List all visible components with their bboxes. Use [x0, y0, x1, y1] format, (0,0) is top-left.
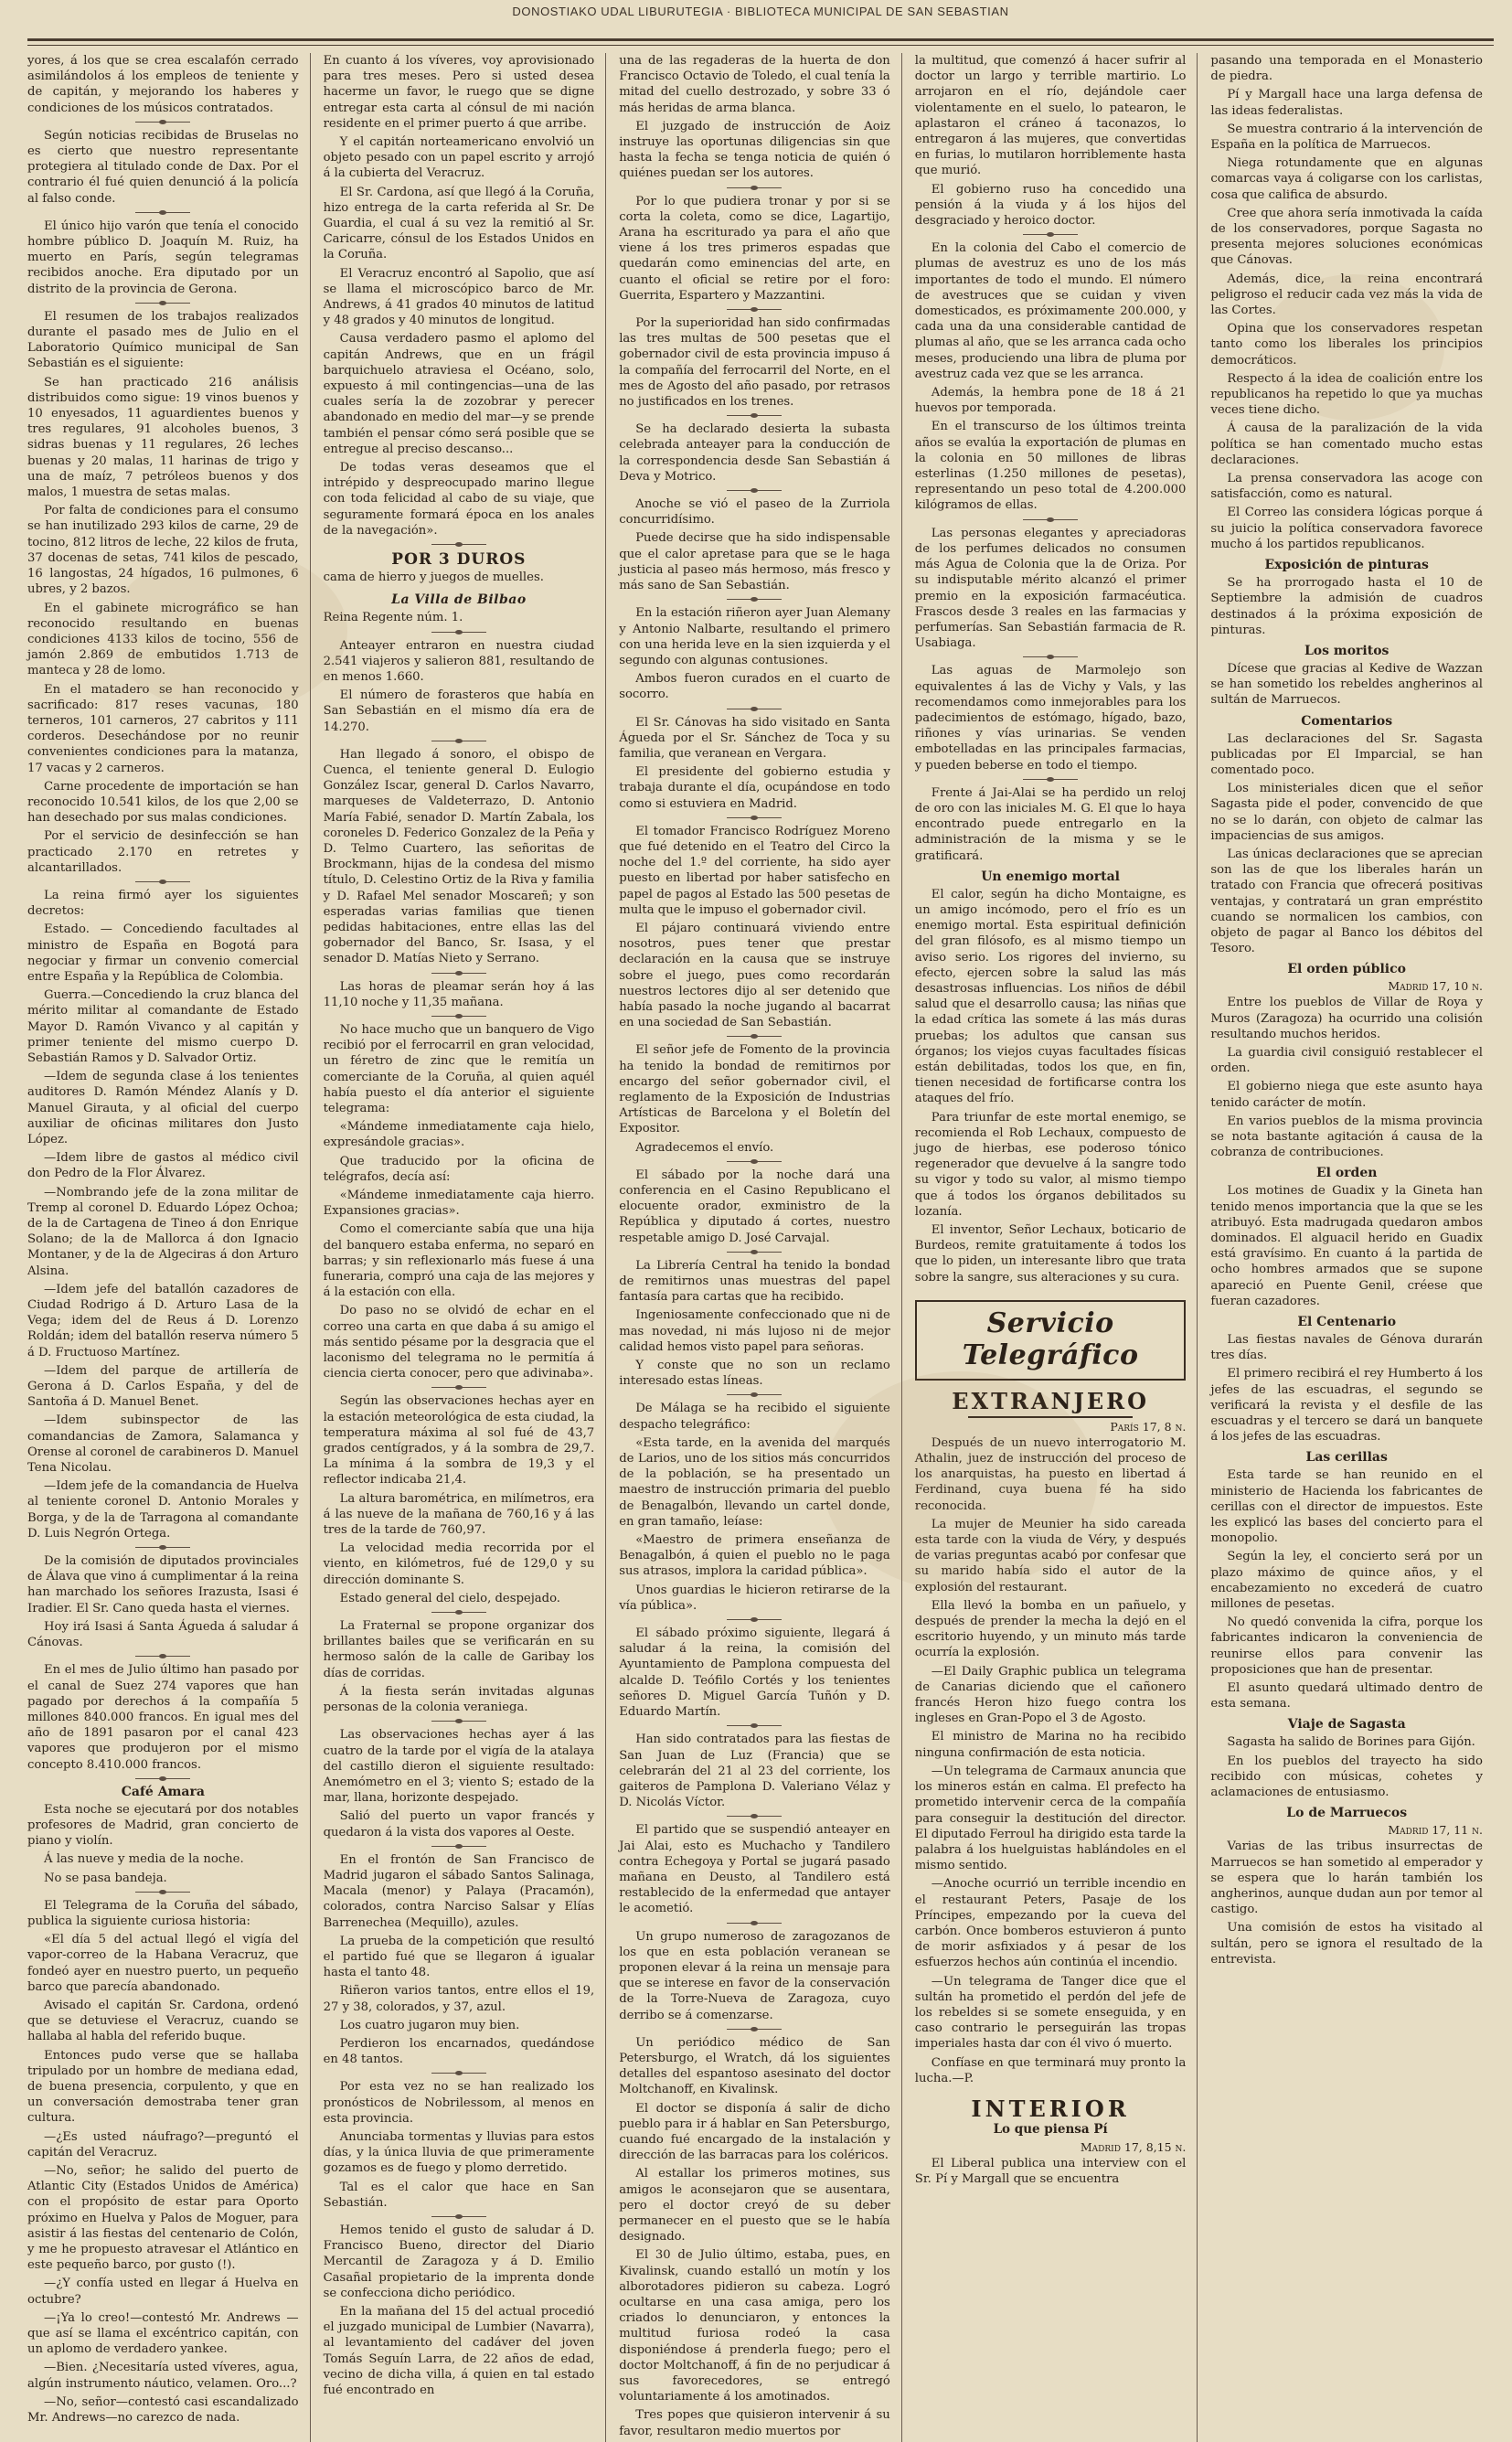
section-separator [727, 490, 782, 491]
paragraph: El partido que se suspendió anteayer en Jai Alai, esto es Muchacho y Tandilero contra Echegoya y Portal se jugará pasado mañana en Deusto, al Tandilero está restablecido de la enfermedad que antayer le acometió. [619, 1823, 890, 1916]
paragraph: Perdieron los encarnados, quedándose en 48 tantos. [323, 2036, 595, 2067]
paragraph: El sábado por la noche dará una conferencia en el Casino Republicano el elocuente orador, exministro de la República y diputado á cortes, nuestro respetable amigo D. José Carvajal. [619, 1168, 890, 1245]
paragraph: La mujer de Meunier ha sido careada esta tarde con la viuda de Véry, y después de varias preguntas acabó por confesar que su marido había sido el autor de la explosión del restaurant. [914, 1517, 1187, 1594]
paragraph: Pí y Margall hace una larga defensa de las ideas federalistas. [1210, 88, 1483, 118]
paragraph: —Un telegrama de Tanger dice que el sultán ha prometido el perdón del jefe de los rebeldes si se somete enseguida, y en caso contrario le perseguirán las tropas imperiales hasta dar con él vivo ó muerto. [914, 1974, 1187, 2052]
section-separator [727, 817, 782, 818]
paragraph: —¿Y confía usted en llegar á Huelva en octubre? [27, 2277, 299, 2307]
section-heading: Lo de Marruecos [1286, 1806, 1408, 1821]
paragraph: La Librería Central ha tenido la bondad de remitirnos unas muestras del papel fantasía para cartas que ha recibido. [619, 1258, 890, 1305]
paragraph: Confíase en que terminará muy pronto la lucha.—P. [914, 2055, 1187, 2085]
paragraph: Dícese que gracias al Kedive de Wazzan se han sometido los rebeldes angherinos al sultán de Marruecos. [1210, 661, 1483, 708]
paragraph: En el gabinete micrográfico se han reconocido resultando en buenas condiciones 4133 kilos de tocino, 556 de jamón 2.869 de embutidos 1.713 de manteca y 28 de lomo. [27, 601, 299, 678]
paragraph: Se muestra contrario á la intervención de España en la política de Marruecos. [1210, 122, 1483, 153]
paragraph: Según la ley, el concierto será por un plazo máximo de quince años, y el encabezamiento no excederá de cuatro millones de pesetas. [1210, 1550, 1483, 1612]
paragraph: «Mándeme inmediatamente caja hierro. Expansiones gracias». [323, 1189, 595, 1219]
paragraph: Por esta vez no se han realizado los pronósticos de Nobrilessom, al menos en esta provincia. [323, 2080, 595, 2126]
section-separator [431, 1846, 486, 1847]
paragraph: El ministro de Marina no ha recibido ninguna confirmación de esta noticia. [914, 1730, 1187, 1760]
paragraph: Los cuatro jugaron muy bien. [339, 2018, 520, 2032]
paragraph: —Idem jefe del batallón cazadores de Ciudad Rodrigo á D. Arturo Lasa de la Vega; idem del de Reus á D. Lorenzo Roldán; idem del batallón reserva número 5 á D. Fructuoso Martínez. [27, 1282, 299, 1360]
paragraph: Según las observaciones hechas ayer en la estación meteorológica de esta ciudad, la temperatura máxima al sol fué de 43,7 grados centígrados, y á la sombra de 29,7. La mínima á la sombra de 19,3 y el reflector indicaba 21,4. [323, 1394, 595, 1488]
section-heading: Café Amara [121, 1784, 205, 1799]
paragraph: Y el capitán norteamericano envolvió un objeto pesado con un papel escrito y arrojó á la cubierta del Veracruz. [323, 135, 595, 181]
paragraph: El gobierno niega que este asunto haya tenido carácter de motín. [1210, 1080, 1483, 1110]
section-separator [431, 632, 486, 633]
paragraph: Anoche se vió el paseo de la Zurriola concurridísimo. [619, 497, 890, 528]
paragraph: El gobierno ruso ha concedido una pensión á la viuda y á los hijos del desgraciado y heroico doctor. [914, 182, 1187, 229]
paragraph: Los motines de Guadix y la Gineta han tenido menos importancia que la que se les atribuyó. Esta madrugada quedaron ambos dominados. El alguacil herido en Guadix está gravísimo. En cuanto á la partida de ocho hombres armados que se supone apareció en Puente Genil, créese que fueran cazadores. [1210, 1184, 1483, 1308]
section-heading: Exposición de pinturas [1264, 558, 1429, 573]
section-separator [727, 1725, 782, 1726]
paragraph: Se ha declarado desierta la subasta celebrada anteayer para la conducción de la correspondencia desde San Sebastián á Deva y Motrico. [619, 422, 890, 484]
ad-headline: POR 3 DUROS [391, 550, 527, 570]
library-watermark: DONOSTIAKO UDAL LIBURUTEGIA · BIBLIOTECA MUNICIPAL DE SAN SEBASTIAN [512, 5, 1009, 18]
paragraph: —No, señor—contestó casi escandalizado Mr. Andrews—no carezco de nada. [27, 2394, 299, 2426]
paragraph: En el matadero se han reconocido y sacrificado: 817 reses vacunas, 180 terneros, 101 carneros, 27 cabritos y 111 corderos. Desechándose por no reunir convenientes condiciones para la matanza, 17 vacas y 2 carneros. [27, 682, 299, 775]
paragraph: Por falta de condiciones para el consumo se han inutilizado 293 kilos de carne, 29 de tocino, 812 litros de leche, 22 kilos de fruta, 37 docenas de setas, 741 kilos de pescado, 16 langostas, 24 hígados, 16 pulmones, 6 ubres, y 2 bazos. [27, 504, 299, 597]
paragraph: —Nombrando jefe de la zona militar de Tremp al coronel D. Eduardo López Ochoa; de la de Cartagena de Tineo á don Enrique Solano; de la de Mallorca á don Ignacio Montaner, y de la de Algeciras á don Arturo Alsina. [27, 1185, 299, 1278]
paragraph: Tres popes que quisieron intervenir á su favor, resultaron medio muertos por [619, 2408, 890, 2438]
paragraph: La reina firmó ayer los siguientes decretos: [27, 888, 299, 919]
paragraph: Después de un nuevo interrogatorio M. Athalin, juez de instrucción del proceso de los anarquistas, ha puesto en libertad á Ferdinand, cuya buena fé ha sido reconocida. [914, 1435, 1187, 1513]
paragraph: Las observaciones hechas ayer á las cuatro de la tarde por el vigía de la atalaya del castillo dieron el siguiente resultado: Anemómetro en el 3; viento S; estado de la mar, llana, horizonte despejado. [323, 1728, 595, 1806]
paragraph: En el frontón de San Francisco de Madrid jugaron el sábado Santos Salinaga, Macala (menor) y Palaya (Pracamón), colorados, contra Narciso Salsar y Elías Barrenechea (Mequillo), azules. [323, 1852, 595, 1930]
paragraph: La prueba de la competición que resultó el partido fué que se llegaron á igualar hasta el tanto 48. [323, 1934, 595, 1980]
paragraph: Al estallar los primeros motines, sus amigos le aconsejaron que se ausentara, pero el doctor creyó de su deber permanecer en el puesto que se le había designado. [619, 2167, 890, 2245]
section-separator [727, 309, 782, 310]
paragraph: El número de forasteros que había en San Sebastián en el mismo día era de 14.270. [323, 688, 595, 734]
paragraph: Y conste que no son un reclamo interesado estas líneas. [619, 1359, 890, 1389]
paragraph: —Anoche ocurrió un terrible incendio en el restaurant Peters, Pasaje de los Príncipes, empezando por la cueva del carbón. Once bomberos estuvieron á punto de morir asfixiados y á pesar de los esfuerzos hechos aún continúa el incendio. [914, 1877, 1187, 1970]
section-separator [431, 1612, 486, 1613]
section-separator [431, 1016, 486, 1017]
column-1 [27, 53, 311, 2442]
paragraph: Avisado el capitán Sr. Cardona, ordenó que se detuviese el Veracruz, cuando se hallaba al habla del referido buque. [27, 1998, 299, 2044]
paragraph: El Veracruz encontró al Sapolio, que así se llama el microscópico barco de Mr. Andrews, á 41 grados 40 minutos de latitud y 48 grados y 40 minutos de longitud. [323, 266, 595, 328]
section-separator [135, 1547, 190, 1548]
paragraph: Para triunfar de este mortal enemigo, se recomienda el Rob Lechaux, compuesto de jugo de hierbas, ese poderoso tónico regenerador que devuelve á la sangre todo su vigor y todo su valor, al mismo tiempo que á todos los órganos debilitados su lozanía. [914, 1110, 1187, 1219]
paragraph: —No, señor; he salido del puerto de Atlantic City (Estados Unidos de América) con el propósito de estar para Oporto próximo en Huelva y Palos de Moguer, para asistir á las fiestas del centenario de Colón, y me he propuesto atravesar el Atlántico en este pequeño barco, por gusto (!). [27, 2163, 299, 2273]
paragraph: Estado general del cielo, despejado. [339, 1591, 560, 1605]
paragraph: —Idem del parque de artillería de Gerona á D. Carlos España, y del de Santoña á D. Manuel Benet. [27, 1363, 299, 1410]
paragraph: pasando una temporada en el Monasterio de piedra. [1210, 54, 1483, 84]
paragraph: Anteayer entraron en nuestra ciudad 2.541 viajeros y salieron 881, resultando de en menos 1.660. [323, 638, 595, 684]
section-separator [727, 1252, 782, 1253]
paragraph: Las únicas declaraciones que se aprecian son las de que los liberales harán un tratado con Francia que ofrecerá positivas ventajas, y contratará un gran empréstito cuando se normalicen los cambios, con objeto de pagar al Banco los débitos del Tesoro. [1210, 847, 1483, 956]
paragraph: Que traducido por la oficina de telégrafos, decía así: [323, 1154, 595, 1184]
paragraph: De Málaga se ha recibido el siguiente despacho telegráfico: [619, 1402, 890, 1432]
section-separator [135, 1778, 190, 1779]
section-separator [1023, 656, 1078, 657]
paragraph: —Idem libre de gastos al médico civil don Pedro de la Flor Álvarez. [27, 1151, 299, 1181]
paragraph: Las aguas de Marmolejo son equivalentes á las de Vichy y Vals, y las recomendamos como inmejorables para los padecimientos de estómago, hígado, bazo, riñones y vías urinarias. Se venden embotelladas en las principales farmacias, y pueden beberse en todo el tiempo. [914, 664, 1187, 773]
section-separator [135, 303, 190, 304]
paragraph: La altura barométrica, en milímetros, era á las nueve de la mañana de 760,16 y á las tres de la tarde de 760,97. [323, 1491, 595, 1538]
section-separator [431, 544, 486, 545]
section-heading: El orden público [1287, 962, 1406, 977]
paragraph: El primero recibirá el rey Humberto á los jefes de las escuadras, el segundo se verificará la revista y el desfile de las escuadras y el tercero se dará un banquete á los jefes de las escuadras. [1210, 1367, 1483, 1445]
paragraph: Las fiestas navales de Génova durarán tres días. [1210, 1333, 1483, 1363]
paragraph: El Telegrama de la Coruña del sábado, publica la siguiente curiosa historia: [27, 1898, 299, 1928]
paragraph: Han sido contratados para las fiestas de San Juan de Luz (Francia) que se celebrarán del 21 al 23 del corriente, los gaiteros de Pamplona D. Valeriano Vélaz y D. Nicolás Víctor. [619, 1733, 890, 1810]
paragraph: En la estación riñeron ayer Juan Alemany y Antonio Nalbarte, resultando el primero con una herida leve en la sien izquierda y el segundo con algunas contusiones. [619, 606, 890, 667]
paragraph: —¿Es usted náufrago?—preguntó el capitán del Veracruz. [27, 2129, 299, 2159]
foreign-news-header [915, 1388, 1187, 1418]
paragraph: En varios pueblos de la misma provincia se nota bastante agitación á causa de la cobranza de contribuciones. [1210, 1114, 1483, 1160]
paragraph: Entre los pueblos de Villar de Roya y Muros (Zaragoza) ha ocurrido una colisión resultando muchos heridos. [1210, 996, 1483, 1041]
paragraph: Los ministeriales dicen que el señor Sagasta pide el poder, convencido de que no se lo darán, con objeto de calmar las impaciencias de sus amigos. [1210, 782, 1483, 843]
paragraph: El Correo las considera lógicas porque á su juicio la política conservadora favorece mucho á los partidos republicanos. [1210, 506, 1483, 551]
paragraph: No quedó convenida la cifra, porque los fabricantes indicaron la conveniencia de reunirse ellos para convenir las proposiciones que han de presentar. [1210, 1616, 1483, 1677]
paragraph: —Idem subinspector de las comandancias de Zamora, Salamanca y Orense al coronel de carabineros D. Manuel Tena Nicolau. [27, 1413, 299, 1476]
section-heading: Comentarios [1301, 713, 1393, 729]
column-2 [324, 53, 607, 2442]
paragraph: Hoy irá Isasi á Santa Águeda á saludar á Cánovas. [27, 1619, 299, 1650]
paragraph: Hemos tenido el gusto de saludar á D. Francisco Bueno, director del Diario Mercantil de Zaragoza y á D. Emilio Casañal propietario de la imprenta donde se confecciona dicho periódico. [323, 2223, 595, 2300]
section-separator [727, 1923, 782, 1924]
section-separator [431, 973, 486, 974]
paragraph: El presidente del gobierno estudia y trabaja durante el día, ocupándose en todo como si estuviera en Madrid. [619, 765, 890, 811]
section-separator [727, 415, 782, 416]
paragraph: El calor, según ha dicho Montaigne, es un amigo incómodo, pero el frío es un enemigo mortal. Esta espiritual definición del gran filósofo, es al mismo tiempo un aviso serio. Los rigores del invierno, su efecto, ejercen sobre la salud las más desastrosas influencias. Los niños de débil salud que el desarrollo causa; las niñas que la edad crítica las somete á las más duras pruebas; los adultos que cansan sus órganos; los viejos cuyas facultades físicas están debilitadas, todos los que, en fin, tienen necesidad de fortificarse contra los ataques del frío. [914, 887, 1187, 1106]
paragraph: Causa verdadero pasmo el aplomo del capitán Andrews, que en un frágil barquichuelo atraviesa el Océano, solo, expuesto á mil contingencias—una de las cuales sería la de zozobrar y perecer abandonado en medio del mar—y se prende también el pensar cómo será posible que se entregue al preciso descanso... [323, 332, 595, 456]
top-rule [27, 38, 1494, 46]
paragraph: «Esta tarde, en la avenida del marqués de Larios, uno de los sitios más concurridos de la población, se ha presentado un maestro de instrucción primaria del pueblo de Benagalbón, llevando un cartel donde, en gran tamaño, leíase: [619, 1435, 890, 1529]
paragraph: Esta tarde se han reunido en el ministerio de Hacienda los fabricantes de cerillas con el director de impuestos. Este les explicó las bases del concierto para el monopolio. [1210, 1468, 1483, 1546]
paragraph: De la comisión de diputados provinciales de Álava que vino á cumplimentar á la reina han marchado los señores Irazusta, Isasi é Iradier. El Sr. Cano queda hasta el viernes. [27, 1554, 299, 1616]
column-4 [915, 53, 1198, 2442]
paragraph: Sagasta ha salido de Borines para Gijón. [1227, 1735, 1475, 1750]
paragraph: Anunciaba tormentas y lluvias para estos días, y la única lluvia de que primeramente gozamos es de fuego y plomo derretido. [323, 2129, 595, 2176]
paragraph: Reina Regente núm. 1. [323, 611, 463, 625]
paragraph: Por la superioridad han sido confirmadas las tres multas de 500 pesetas que el gobernador civil de esta provincia impuso á la compañía del ferrocarril del Norte, en el mes de Agosto del año pasado, por retrasos no justificados en los trenes. [619, 316, 890, 410]
paragraph: El resumen de los trabajos realizados durante el pasado mes de Julio en el Laboratorio Químico municipal de San Sebastián es el siguiente: [27, 309, 299, 371]
paragraph: En la mañana del 15 del actual procedió el juzgado municipal de Lumbier (Navarra), al levantamiento del cadáver del joven Tomás Seguín Larra, de 22 años de edad, vecino de dicha villa, á quien en tal estado fué encontrado en [323, 2305, 595, 2398]
section-separator [135, 212, 190, 213]
paragraph: Tal es el calor que hace en San Sebastián. [323, 2180, 595, 2210]
paragraph: El Sr. Cardona, así que llegó á la Coruña, hizo entrega de la carta referida al Sr. De Guardia, el cual á su vez la remitió al Sr. Caricarre, cónsul de los Estados Unidos en la Coruña. [323, 185, 595, 262]
paragraph: —¡Ya lo creo!—contestó Mr. Andrews —que así se llama el excéntrico capitán, con un aplomo de verdadero yankee. [27, 2310, 299, 2357]
paragraph: La prensa conservadora las acoge con satisfacción, como es natural. [1210, 472, 1483, 502]
paragraph: El único hijo varón que tenía el conocido hombre público D. Joaquín M. Ruiz, ha muerto en París, según telegramas recibidos anoche. Era diputado por un distrito de la provincia de Gerona. [27, 219, 299, 296]
section-separator [727, 2029, 782, 2030]
paragraph: Respecto á la idea de coalición entre los republicanos ha repetido lo que ya muchas veces tiene dicho. [1210, 371, 1483, 418]
paragraph: El señor jefe de Fomento de la provincia ha tenido la bondad de remitirnos por encargo del señor gobernador civil, el reglamento de la Exposición de Industrias Artísticas de Barcelona y el Boletín del Expositor. [619, 1043, 890, 1136]
paragraph: Las personas elegantes y apreciadoras de los perfumes delicados no consumen más Agua de Colonia que la de Oriza. Por su indisputable mérito alcanzó el primer premio en la exposición farmacéutica. Frascos desde 3 reales en las farmacias y perfumerías. San Sebastián farmacia de R. Usabiaga. [914, 526, 1187, 651]
section-separator [135, 122, 190, 123]
paragraph: Frente á Jai-Alai se ha perdido un reloj de oro con las iniciales M. G. El que lo haya encontrado puede entregarlo en la administración de la misma y se le gratificará. [914, 785, 1187, 863]
paragraph: Ella llevó la bomba en un pañuelo, y después de prender la mecha la dejó en el escritorio huyendo, y un minuto más tarde ocurría la explosión. [914, 1598, 1187, 1660]
section-separator [1023, 234, 1078, 235]
paragraph: —Bien. ¿Necesitaría usted víveres, agua, algún instrumento náutico, velamen. Oro...? [27, 2361, 299, 2391]
section-separator [1023, 519, 1078, 520]
paragraph: Además, dice, la reina encontrará peligroso el reducir cada vez más la vida de las Cortes. [1210, 272, 1483, 318]
section-separator [431, 1387, 486, 1388]
paragraph: —Un telegrama de Carmaux anuncia que los mineros están en calma. El prefecto ha prometido intervenir cerca de la compañía para conseguir la destitución del director. El diputado Ferroul ha dirigido esta tarde la palabra á los huelguistas hablándoles en el mismo sentido. [914, 1764, 1187, 1873]
paragraph: En el mes de Julio último han pasado por el canal de Suez 274 vapores que han pagado por derechos á la compañía 5 millones 840.000 francos. En igual mes del año de 1891 pasaron por el canal 423 vapores que produjeron por el mismo concepto 8.410.000 francos. [27, 1663, 299, 1772]
paragraph: —El Daily Graphic publica un telegrama de Canarias diciendo que el cañonero francés Heron hizo fuego contra los ingleses en Gran-Popo el 3 de Agosto. [914, 1664, 1187, 1726]
paragraph: Según noticias recibidas de Bruselas no es cierto que nuestro representante protegiera al titulado conde de Dax. Por el contrario él fué quien denunció á la policía al falso conde. [27, 128, 299, 206]
paragraph: Varias de las tribus insurrectas de Marruecos se han sometido al emperador y se espera que lo harán también los angherinos, aunque dudan aun por temor al castigo. [1210, 1839, 1483, 1917]
section-heading: El orden [1315, 1166, 1378, 1181]
paragraph: Esta noche se ejecutará por dos notables profesores de Madrid, gran concierto de piano y violín. [27, 1802, 299, 1849]
paragraph: Un periódico médico de San Petersburgo, el Wratch, dá los siguientes detalles del espantoso asesinato del doctor Moltchanoff, en Kivalinsk. [619, 2035, 890, 2097]
paragraph: La guardia civil consiguió restablecer el orden. [1210, 1045, 1483, 1076]
paragraph: No hace mucho que un banquero de Vigo recibió por el ferrocarril en gran velocidad, un féretro de zinc que le remitía un comerciante de la Coruña, al quien aquél había puesto el día anterior el siguiente telegrama: [323, 1022, 595, 1115]
dateline: París 17, 8 n. [1110, 1419, 1187, 1434]
paragraph: Como el comerciante sabía que una hija del banquero estaba enferma, no separó en barras; y sin reflexionarlo más fuese á una funeraria, compró una caja de las mejores y á la estación con ella. [323, 1222, 595, 1300]
paragraph: La velocidad media recorrida por el viento, en kilómetros, fué de 129,0 y su dirección dominante S. [323, 1541, 595, 1587]
paragraph: Ingeniosamente confeccionado que ni de mas novedad, ni más lujoso ni de mejor calidad hemos visto papel para señoras. [619, 1308, 890, 1354]
paragraph: Por el servicio de desinfección se han practicado 2.170 en retretes y alcantarillados. [27, 829, 299, 875]
section-separator [727, 187, 782, 188]
paragraph: Por lo que pudiera tronar y por si se corta la coleta, como se dice, Lagartijo, Arana ha escriturado ya para el año que viene á los tres primeros espadas que quedarán como eminencias del arte, en cuanto el oficial se retire por el foro: Guerrita, Espartero y Mazzantini. [619, 194, 890, 303]
paragraph: Las horas de pleamar serán hoy á las 11,10 noche y 11,35 mañana. [323, 979, 595, 1009]
paragraph: Además, la hembra pone de 18 á 21 huevos por temporada. [914, 386, 1187, 416]
subheading: Lo que piensa Pí [993, 2121, 1108, 2137]
paragraph: Guerra.—Concediendo la cruz blanca del mérito militar al comandante de Estado Mayor D. Ramón Vivanco y al capitán y primer teniente del mismo cuerpo D. Sebastián Ramos y D. Salvador Ortiz. [27, 988, 299, 1065]
columns [27, 53, 1494, 2438]
section-separator [727, 1161, 782, 1162]
paragraph: En los pueblos del trayecto ha sido recibido con músicas, cohetes y aclamaciones de entusiasmo. [1210, 1754, 1483, 1800]
paragraph: El asunto quedará ultimado dentro de esta semana. [1210, 1681, 1483, 1712]
section-separator [727, 1394, 782, 1395]
paragraph: «El día 5 del actual llegó el vigía del vapor-correo de la Habana Veracruz, que fondeó ayer en nuestro puerto, un pequeño barco que parecía abandonado. [27, 1933, 299, 1994]
section-separator [135, 881, 190, 882]
dateline: Madrid 17, 11 n. [1388, 1823, 1483, 1838]
section-heading: Viaje de Sagasta [1287, 1717, 1406, 1733]
section-separator [1023, 779, 1078, 780]
paragraph: Se han practicado 216 análisis distribuidos como sigue: 19 vinos buenos y 10 enyesados, 11 aguardientes buenos y tres regulares, 91 alcoholes buenos, 3 sidras buenas y 11 regulares, 26 leches buenas y 20 malas, 11 harinas de trigo y una de maíz, 7 petróleos buenos y dos malos, 1 muestra de setas malas. [27, 375, 299, 500]
paragraph: Á causa de la paralización de la vida política se han comentado mucho estas declaraciones. [1210, 421, 1483, 467]
paragraph: Puede decirse que ha sido indispensable que el calor apretase para que se le haga justicia al paseo más hermoso, más fresco y más sano de San Sebastián. [619, 531, 890, 593]
paragraph: Una comisión de estos ha visitado al sultán, pero se ignora el resultado de la entrevista. [1210, 1921, 1483, 1967]
paragraph: Do paso no se olvidó de echar en el correo una carta en que daba á su amigo el más sentido pésame por la desgracia que el laconismo del telegrama no le permitía á ciencia cierta conocer, pero que adivinaba». [323, 1304, 595, 1381]
paragraph: El pájaro continuará viviendo entre nosotros, pues tener que prestar declaración en la causa que se instruye sobre el juego, pues como recordarán nuestros lectores dijo al ser detenido que había pasado la noche jugando al bacarrat en una sociedad de San Sebastián. [619, 921, 890, 1030]
section-separator [727, 1036, 782, 1037]
paragraph: Han llegado á sonoro, el obispo de Cuenca, el teniente general D. Eulogio González Iscar, general D. Carlos Navarro, marqueses de Valdeterrazo, D. Antonio María Fabié, senador D. Martín Zabala, los coroneles D. Federico Gonzalez de la Peña y D. Telmo Cuartero, las señoritas de Brockmann, hijas de la condesa del mismo título, D. Celestino Ortiz de la Riva y familia y D. Rafael Mel senador Moscareñ; y son esperadas varias familias que tienen pedidas habitaciones, entre ellas las del gobernador del Banco, Sr. Isasa, y el senador D. Matías Nieto y Serrano. [323, 747, 595, 966]
paragraph: Salió del puerto un vapor francés y quedaron á la vista dos vapores al Oeste. [323, 1809, 595, 1839]
paragraph: El inventor, Señor Lechaux, boticario de Burdeos, remite gratuitamente á todos los que lo piden, un interesante libro que trata sobre la sangre, sus alteraciones y su cura. [914, 1223, 1187, 1285]
section-heading: El Centenario [1297, 1315, 1397, 1330]
paragraph: Se ha prorrogado hasta el 10 de Septiembre la admisión de cuadros destinados á la próxima exposición de pinturas. [1210, 576, 1483, 637]
paragraph: —Idem de segunda clase á los tenientes auditores D. Ramón Méndez Alanís y D. Manuel Girauta, y al oficial del cuerpo auxiliar de oficinas militares don Justo López. [27, 1070, 299, 1146]
paragraph: Opina que los conservadores respetan tanto como los liberales los principios democráticos. [1210, 322, 1483, 368]
domestic-news-heading: INTERIOR [971, 2095, 1130, 2122]
paragraph: Agradecemos el envío. [635, 1140, 774, 1155]
paragraph: Á las nueve y media de la noche. [44, 1852, 244, 1867]
section-separator [727, 1619, 782, 1620]
ad-heading: La Villa de Bilbao [391, 592, 527, 608]
paragraph: Ambos fueron curados en el cuarto de socorro. [619, 672, 890, 702]
paragraph: El juzgado de instrucción de Aoiz instruye las oportunas diligencias sin que hasta la fecha se tenga noticia de quién ó quiénes puedan ser los autores. [619, 119, 890, 181]
paragraph: Entonces pudo verse que se hallaba tripulado por un hombre de mediana edad, de buena presencia, corpulento, y que en un conversación demostraba tener gran cultura. [27, 2048, 299, 2126]
paragraph: El sábado próximo siguiente, llegará á saludar á la reina, la comisión del Ayuntamiento de Pamplona compuesta del alcalde D. Teófilo Cortés y los tenientes señores D. Miguel García Tuñón y D. Eduardo Martín. [619, 1626, 890, 1720]
paragraph: De todas veras deseamos que el intrépido y despreocupado marino llegue con toda felicidad al cabo de su viaje, que seguramente formará época en los anales de la navegación». [323, 461, 595, 538]
paragraph: yores, á los que se crea escalafón cerrado asimilándolos á los empleos de teniente y de capitán, y mejorando los haberes y condiciones de los músicos contratados. [27, 54, 299, 115]
paragraph: cama de hierro y juegos de muelles. [323, 571, 544, 585]
paragraph: En el transcurso de los últimos treinta años se evalúa la exportación de plumas en la colonia en 50 millones de libras esterlinas (1.250 millones de pesetas), representando un peso total de 4.200.000 kilógramos de ellas. [914, 420, 1187, 513]
paragraph: Un grupo numeroso de zaragozanos de los que en esta población veranean se proponen elevar á la reina un mensaje para que se interese en favor de la conservación de la Torre-Nueva de Zaragoza, cuyo derribo se á comenzarse. [619, 1929, 890, 2022]
section-separator [431, 2216, 486, 2217]
paragraph: Las declaraciones del Sr. Sagasta publicadas por El Imparcial, se han comentado poco. [1210, 731, 1483, 777]
paragraph: El doctor se disponía á salir de dicho pueblo para ir á hablar en San Petersburgo, cuando fué encargado de la instalación y dirección de las barracas para los coléricos. [619, 2101, 890, 2163]
foreign-news-heading: EXTRANJERO [952, 1387, 1149, 1414]
paragraph: una de las regaderas de la huerta de don Francisco Octavio de Toledo, el cual tenía la mitad del cuello destrozado, y sobre 33 ó más heridas de arma blanca. [619, 54, 890, 115]
paragraph: Niega rotundamente que en algunas comarcas vaya á coligarse con los carlistas, cosa que califica de absurdo. [1210, 156, 1483, 202]
paragraph: Riñeron varios tantos, entre ellos el 19, 27 y 38, colorados, y 37, azul. [323, 1984, 595, 2014]
section-separator [431, 1721, 486, 1722]
paragraph: Estado. — Concediendo facultades al ministro de España en Bogotá para negociar y firmar un convenio comercial entre España y la República de Colombia. [27, 922, 299, 984]
paragraph: —Idem jefe de la comandancia de Huelva al teniente coronel D. Antonio Morales y Borga, y de la de Tarragona al comandante D. Luis Negrón Ortega. [27, 1479, 299, 1541]
paragraph: En la colonia del Cabo el comercio de plumas de avestruz es uno de los más importantes de todo el mundo. El número de avestruces que se cuidan y viven domesticados, es próximamente 200.000, y cada una da una considerable cantidad de plumas al año, que se les arranca cada ocho meses, produciendo una libra de pluma por avestruz cada vez que se les arranca. [914, 241, 1187, 381]
paragraph: Carne procedente de importación se han reconocido 10.541 kilos, de los que 2,00 se han desechado por sus malas condiciones. [27, 779, 299, 826]
dateline: Madrid 17, 10 n. [1388, 979, 1483, 994]
column-3 [619, 53, 902, 2442]
paragraph: El 30 de Julio último, estaba, pues, en Kivalinsk, cuando estalló un motín y los alborotadores pidieron su cabeza. Logró ocultarse en una casa amiga, pero los criados lo denunciaron, y entonces la multitud furiosa rodeó la casa disponiéndose á prenderla fuego; pero el doctor Moltchanoff, á fin de no perjudicar á sus favorecedores, se entregó voluntariamente á los amotinados. [619, 2248, 890, 2405]
paragraph: En cuanto á los víveres, voy aprovisionado para tres meses. Pero si usted desea hacerme un favor, le ruego que se digne entregar esta carta al cónsul de mi nación residente en el primer puerto á que arribe. [323, 54, 595, 131]
section-separator [727, 1816, 782, 1817]
paragraph: El Sr. Cánovas ha sido visitado en Santa Águeda por el Sr. Sánchez de Toca y su familia, que veranean en Vergara. [619, 715, 890, 761]
paragraph: la multitud, que comenzó á hacer sufrir al doctor un largo y terrible martirio. Lo arrojaron en el río, dejándole caer violentamente en el suelo, lo patearon, le aplastaron el cráneo á taconazos, lo entregaron á las mujeres, que convertidas en furias, lo mutilaron horriblemente hasta que murió. [914, 54, 1187, 178]
paragraph: El tomador Francisco Rodríguez Moreno que fué detenido en el Teatro del Circo la noche del 1.º del corriente, ha sido ayer puesto en libertad por haber satisfecho en papel de pagos al Estado las 500 pesetas de multa que le impuso el gobernador civil. [619, 824, 890, 917]
section-separator [727, 599, 782, 600]
heading-rule [968, 1416, 1133, 1418]
paragraph: El Liberal publica una interview con el Sr. Pí y Margall que se encuentra [914, 2156, 1187, 2187]
section-heading: Un enemigo mortal [981, 869, 1120, 884]
section-separator [431, 2073, 486, 2074]
dateline: Madrid 17, 8,15 n. [1080, 2139, 1187, 2154]
telegraph-service-masthead: Servicio Telegráfico [915, 1300, 1187, 1381]
paragraph: La Fraternal se propone organizar dos brillantes bailes que se verificarán en su hermoso salón de la calle de Garibay los días de corridas. [323, 1619, 595, 1680]
paragraph: «Maestro de primera enseñanza de Benagalbón, á quien el pueblo no le paga sus atrasos, implora la caridad pública». [619, 1533, 890, 1579]
section-heading: Las cerillas [1305, 1450, 1388, 1466]
paragraph: Cree que ahora sería inmotivada la caída de los conservadores, porque Sagasta no presenta mejores soluciones económicas que Cánovas. [1210, 206, 1483, 268]
paragraph: Unos guardias le hicieron retirarse de la vía pública». [619, 1583, 890, 1613]
section-separator [135, 1892, 190, 1893]
paragraph: No se pasa bandeja. [44, 1871, 167, 1885]
section-separator [135, 1656, 190, 1657]
paragraph: «Mándeme inmediatamente caja hielo, expresándole gracias». [323, 1120, 595, 1150]
paragraph: Á la fiesta serán invitadas algunas personas de la colonia veraniega. [323, 1684, 595, 1715]
column-5 [1210, 53, 1494, 2442]
section-heading: Los moritos [1304, 643, 1390, 658]
